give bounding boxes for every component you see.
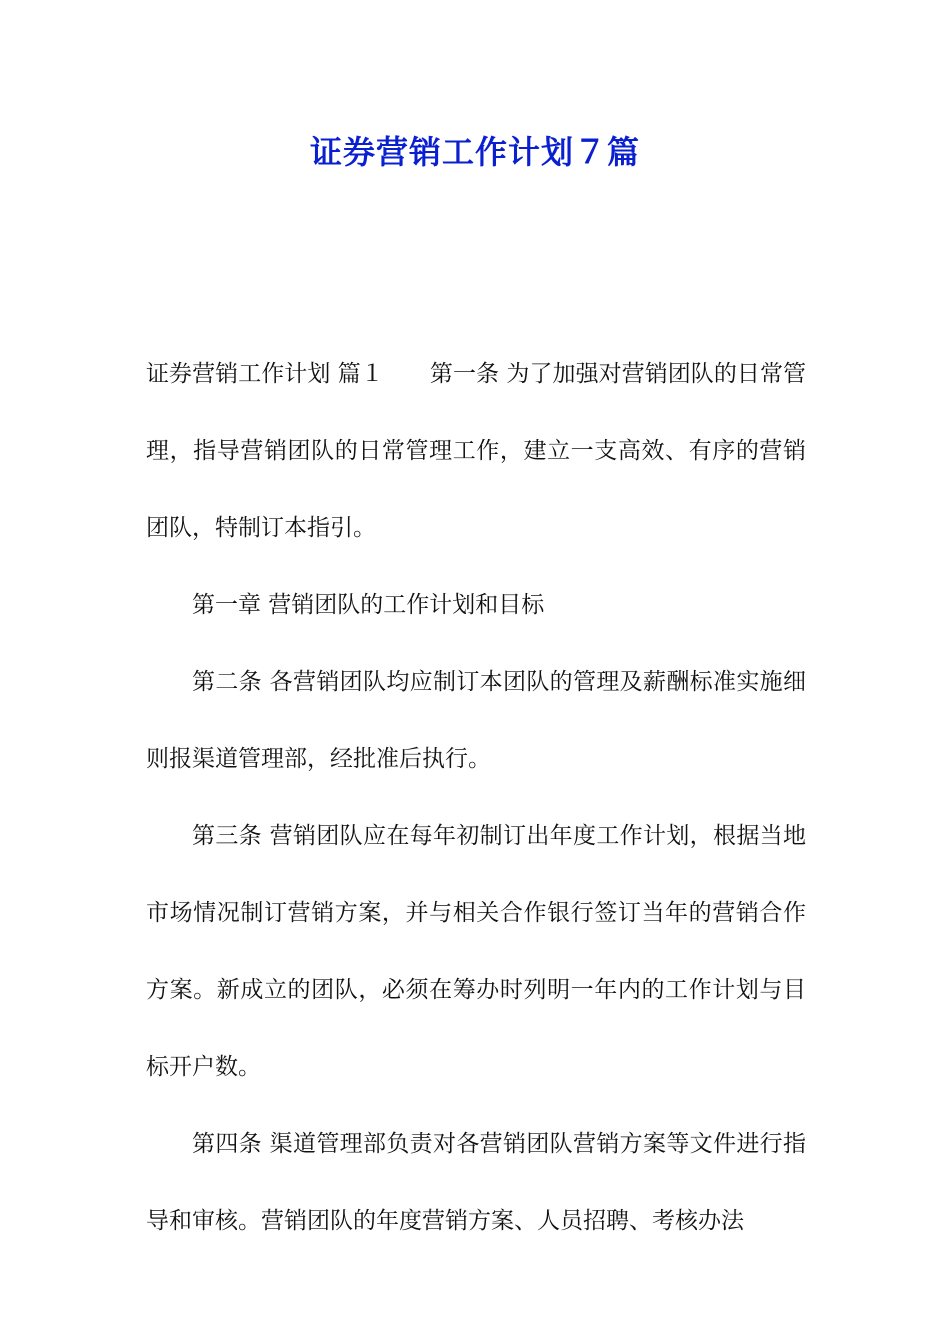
paragraph-article-2: 第二条 各营销团队均应制订本团队的管理及薪酬标准实施细则报渠道管理部，经批准后执行。: [146, 669, 806, 772]
paragraph-article-4: 第四条 渠道管理部负责对各营销团队营销方案等文件进行指导和审核。营销团队的年度营销方案、人员招聘、考核办法: [146, 1131, 806, 1234]
document-title: 证券营销工作计划７篇: [309, 133, 640, 171]
paragraph-article-3: 第三条 营销团队应在每年初制订出年度工作计划，根据当地市场情况制订营销方案，并与相关合作银行签订当年的营销合作方案。新成立的团队，必须在筹办时列明一年内的工作计划与目标开户数。: [146, 823, 806, 1080]
paragraph-intro: [146, 336, 806, 567]
section-label: 证券营销工作计划 篇１: [146, 361, 384, 387]
chapter-heading: 第一章 营销团队的工作计划和目标: [192, 592, 545, 618]
paragraph-text: 第一条 为了加强对营销团队的日常管理，指导营销团队的日常管理工作，建立一支高效、有序的营销团队，特制订本指引。: [146, 361, 807, 541]
document-body: [146, 336, 806, 1260]
